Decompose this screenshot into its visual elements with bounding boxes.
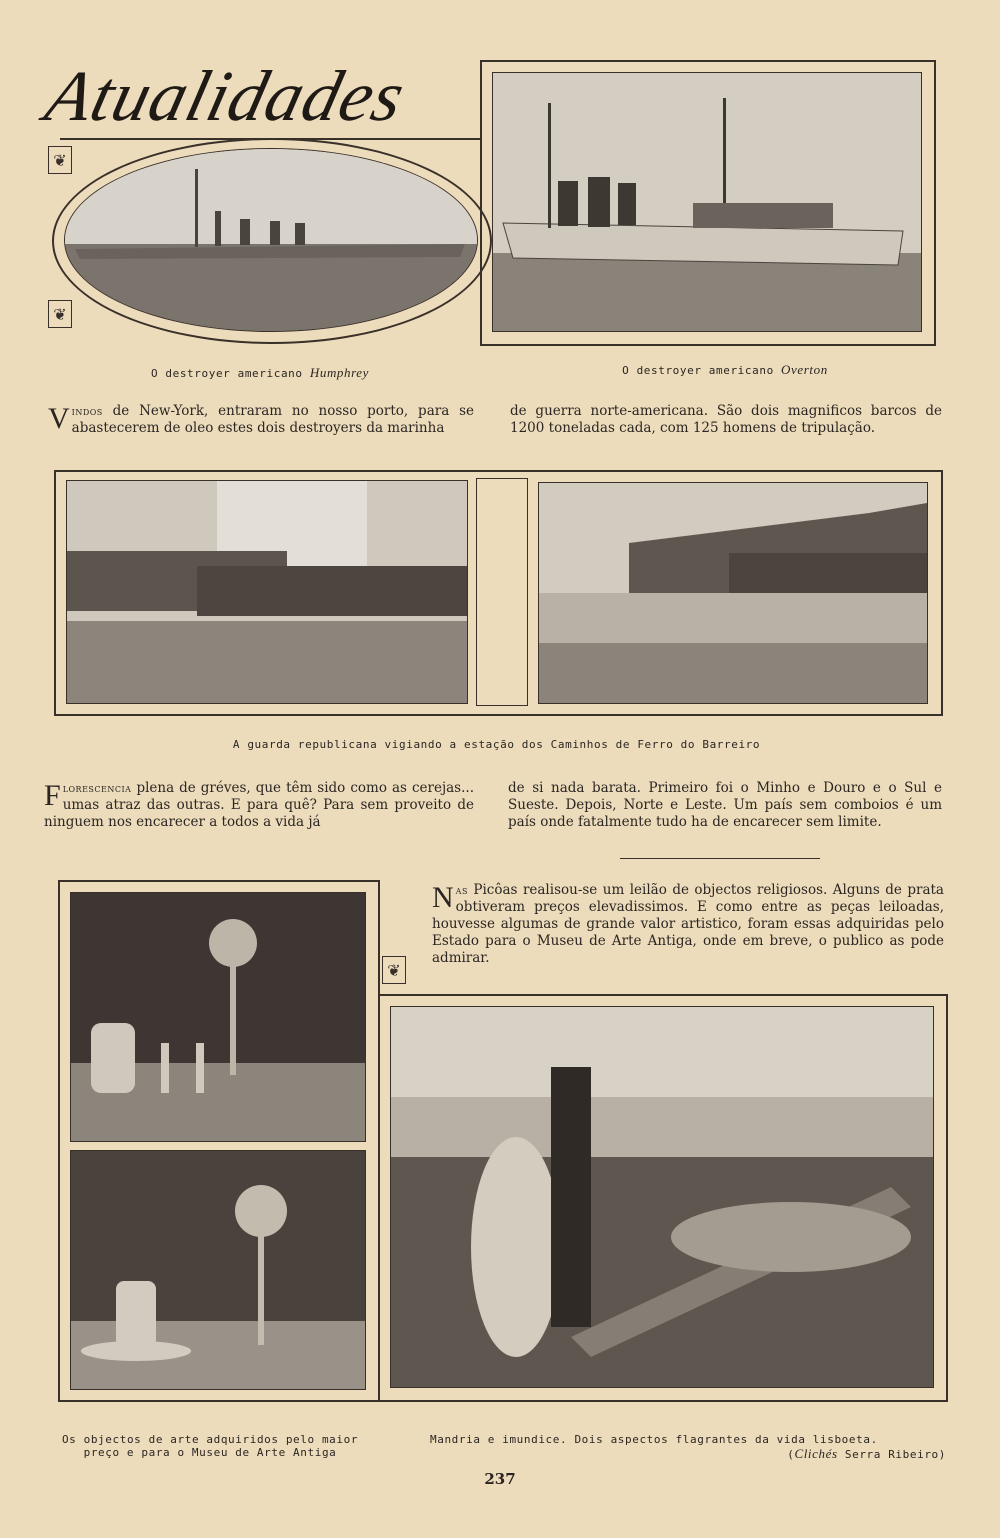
caption-humphrey-prefix: O destroyer americano xyxy=(150,367,303,380)
article-text: Picôas realisou-se um leilão de objectos religiosos. Alguns de prata obtiveram preços elevadissimos. E como entre as peças leiloadas, houvesse algumas de grande valor artistico, foram essas adquiridas pelo Estado para o Museu de Arte Antiga, onde em breve, o publico as pode admirar. xyxy=(432,882,944,966)
caption-overton xyxy=(540,362,910,378)
barreiro-divider xyxy=(476,478,528,706)
destroyers-article-col2 xyxy=(510,403,942,437)
photo-objects-top xyxy=(70,892,366,1142)
photo-destroyer-humphrey xyxy=(64,148,478,332)
article-text: plena de gréves, que têm sido como as cerejas... umas atraz das outras. E para quê? Para sem proveito de ninguem nos encarecer a todos a vida já xyxy=(44,780,474,830)
leilao-article xyxy=(432,882,944,967)
caption-overton-name: Overton xyxy=(781,362,828,377)
dropcap: V xyxy=(48,402,70,435)
caption-humphrey xyxy=(90,365,430,381)
article-text: de New-York, entraram no nosso porto, para se abastecerem de oleo estes dois destroyers da marinha xyxy=(71,403,474,436)
destroyers-article-col1 xyxy=(48,403,474,437)
caption-barreiro: A guarda republicana vigiando a estação dos Caminhos de Ferro do Barreiro xyxy=(232,738,761,751)
lead-word: indos xyxy=(71,404,103,418)
caption-objects xyxy=(40,1433,380,1459)
page-number: 237 xyxy=(484,1470,516,1488)
caption-objects-line2: preço e para o Museu de Arte Antiga xyxy=(83,1446,337,1459)
lead-word: as xyxy=(455,883,468,897)
ornament-icon: ❦ xyxy=(48,146,72,174)
lead-word: lorescencia xyxy=(62,781,132,795)
page-title: Atualidades xyxy=(38,56,414,136)
photo-objects-bottom xyxy=(70,1150,366,1390)
caption-mandria-line1: Mandria e imundice. Dois aspectos flagrantes da vida lisboeta. xyxy=(430,1433,878,1446)
street-scene-illustration xyxy=(391,1007,933,1387)
caption-humphrey-name: Humphrey xyxy=(309,365,370,380)
dropcap: N xyxy=(432,881,454,914)
credit-name: Serra Ribeiro) xyxy=(844,1448,946,1461)
article-text: de guerra norte-americana. São dois magnificos barcos de 1200 toneladas cada, com 125 homens de tripulação. xyxy=(510,403,942,436)
photo-barreiro-left xyxy=(66,480,468,704)
ornament-icon: ❦ xyxy=(382,956,406,984)
article-text: de si nada barata. Primeiro foi o Minho e Douro e o Sul e Sueste. Depois, Norte e Leste. Um país sem comboios é um país onde fatalmente tudo ha de encarecer sem limite. xyxy=(508,780,942,830)
greves-article-col1 xyxy=(44,780,474,831)
photo-barreiro-right xyxy=(538,482,928,704)
dropcap: F xyxy=(44,779,61,812)
station-illustration xyxy=(67,481,467,703)
section-divider xyxy=(620,858,820,859)
ship-illustration xyxy=(65,149,477,331)
caption-mandria xyxy=(430,1433,946,1462)
photo-credit xyxy=(430,1446,946,1462)
greves-article-col2 xyxy=(508,780,942,831)
monstrance-illustration xyxy=(71,893,365,1141)
credit-open: ( xyxy=(787,1448,795,1461)
ornament-icon: ❦ xyxy=(48,300,72,328)
photo-mandria xyxy=(390,1006,934,1388)
monstrance-illustration xyxy=(71,1151,365,1389)
credit-italic: Clichés xyxy=(794,1446,838,1461)
ship-illustration xyxy=(493,73,921,331)
caption-objects-line1: Os objectos de arte adquiridos pelo maior xyxy=(61,1433,359,1446)
caption-overton-prefix: O destroyer americano xyxy=(622,364,774,377)
photo-destroyer-overton xyxy=(492,72,922,332)
station-illustration xyxy=(539,483,927,703)
